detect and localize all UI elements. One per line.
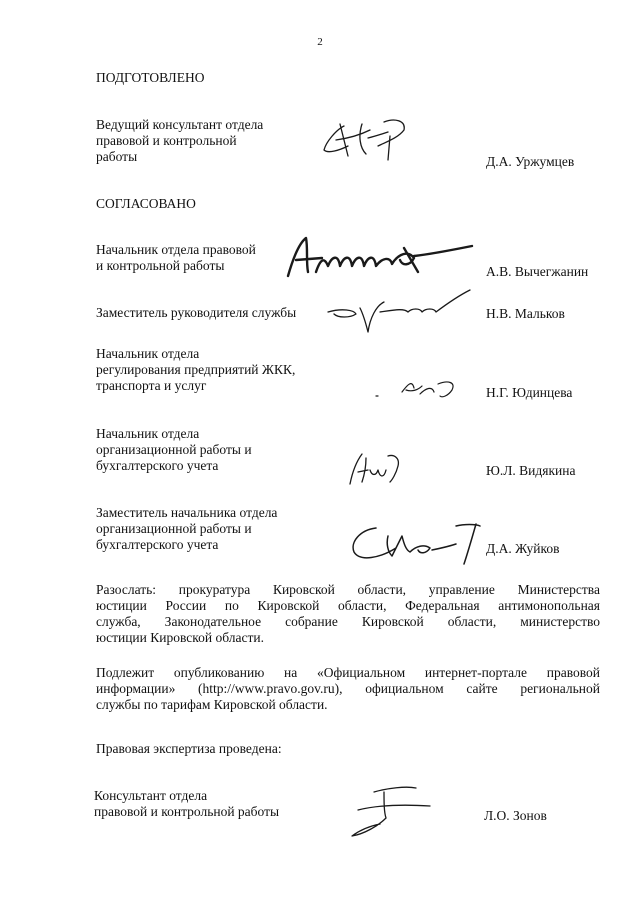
paragraph-line: служба, Законодательное собрание Кировской области, министерство xyxy=(96,614,600,629)
role-line: Заместитель руководителя службы xyxy=(96,305,297,320)
agreed-role-2 xyxy=(96,305,336,321)
page-number: 2 xyxy=(317,36,323,48)
signature-urzhumtsev xyxy=(318,116,418,166)
agreed-name-1: А.В. Вычегжанин xyxy=(486,264,589,279)
paragraph-line: юстиции Кировской области. xyxy=(96,630,264,645)
role-line: и контрольной работы xyxy=(96,258,225,273)
paragraph-line: юстиции России по Кировской области, Федеральная антимонопольная xyxy=(96,598,600,613)
role-line: работы xyxy=(96,149,138,164)
role-line: бухгалтерского учета xyxy=(96,458,219,473)
prepared-name: Д.А. Уржумцев xyxy=(486,154,575,169)
role-line: Начальник отдела xyxy=(96,426,200,441)
role-line: правовой и контрольной работы xyxy=(94,804,280,819)
agreed-role-4 xyxy=(96,426,336,474)
agreed-heading: СОГЛАСОВАНО xyxy=(96,196,196,211)
role-line: Заместитель начальника отдела xyxy=(96,505,278,520)
agreed-name-5: Д.А. Жуйков xyxy=(486,541,560,556)
role-line: Начальник отдела xyxy=(96,346,200,361)
role-line: транспорта и услуг xyxy=(96,378,207,393)
signature-vidyakina xyxy=(344,448,410,488)
prepared-role xyxy=(96,117,336,165)
expertise-name: Л.О. Зонов xyxy=(484,808,547,823)
signature-vychegzhanin xyxy=(282,232,478,282)
signature-yudintseva xyxy=(372,374,462,404)
role-line: организационной работы и xyxy=(96,442,252,457)
distribution-paragraph xyxy=(96,582,600,646)
role-line: Консультант отдела xyxy=(94,788,208,803)
signature-zhuykov xyxy=(346,518,484,568)
role-line: регулирования предприятий ЖКК, xyxy=(96,362,296,377)
expertise-role xyxy=(94,788,334,820)
paragraph-line: Разослать: прокуратура Кировской области, управление Министерства xyxy=(96,582,600,597)
role-line: бухгалтерского учета xyxy=(96,537,219,552)
agreed-name-4: Ю.Л. Видякина xyxy=(486,463,576,478)
agreed-role-5 xyxy=(96,505,336,553)
prepared-heading: ПОДГОТОВЛЕНО xyxy=(96,70,205,85)
signature-zonov xyxy=(344,784,436,840)
paragraph-line: Подлежит опубликованию на «Официальном интернет-портале правовой xyxy=(96,665,600,680)
agreed-name-3: Н.Г. Юдинцева xyxy=(486,385,573,400)
agreed-role-3 xyxy=(96,346,336,394)
paragraph-line: службы по тарифам Кировской области. xyxy=(96,697,328,712)
role-line: Начальник отдела правовой xyxy=(96,242,256,257)
role-line: правовой и контрольной xyxy=(96,133,237,148)
paragraph-line: информации» (http://www.pravo.gov.ru), официальном сайте региональной xyxy=(96,681,600,696)
expertise-heading: Правовая экспертиза проведена: xyxy=(96,741,282,756)
role-line: организационной работы и xyxy=(96,521,252,536)
agreed-name-2: Н.В. Мальков xyxy=(486,306,565,321)
signature-malkov xyxy=(324,288,474,338)
publication-paragraph xyxy=(96,665,600,713)
role-line: Ведущий консультант отдела xyxy=(96,117,264,132)
